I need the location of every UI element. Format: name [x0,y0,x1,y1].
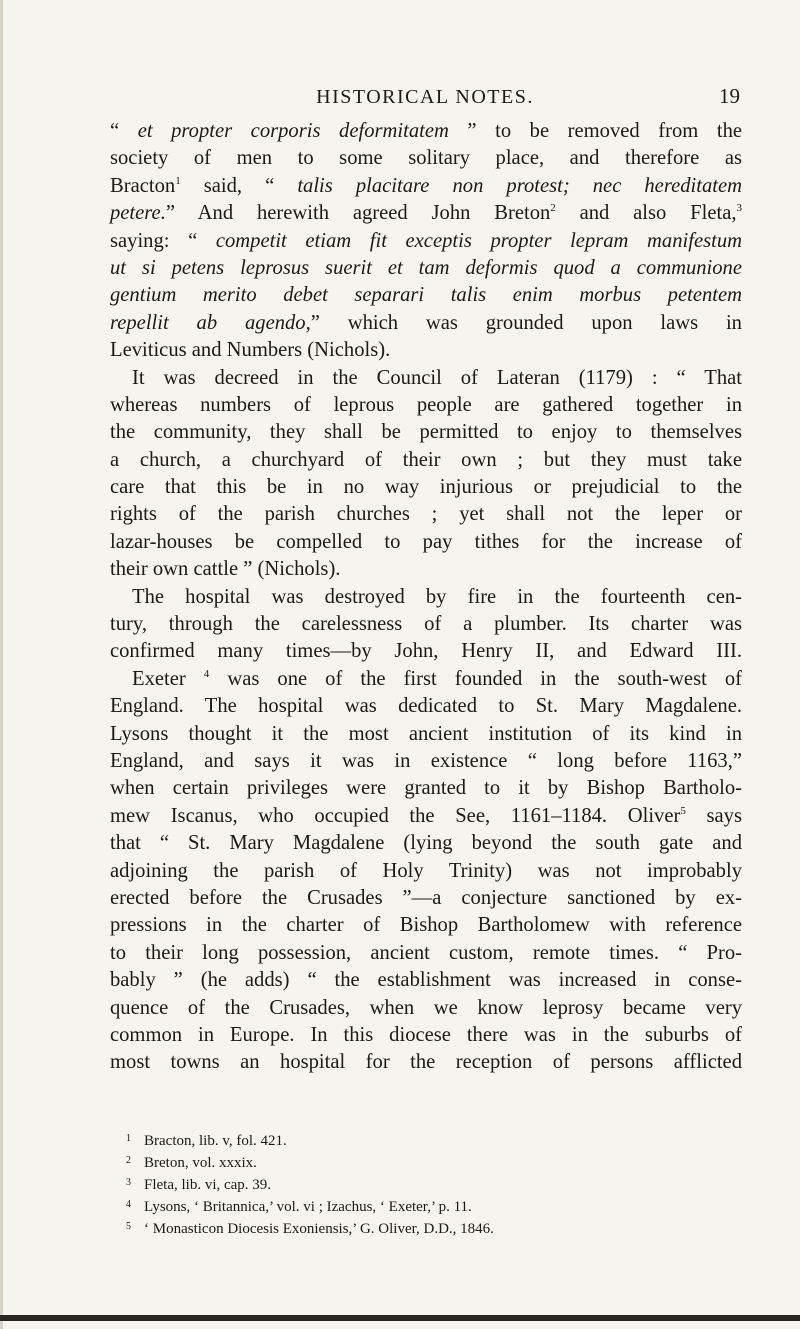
text-line: pressions in the charter of Bishop Bartholomew with reference [110,914,742,937]
footnote-ref: 4 [203,667,210,680]
footnote-mark: 4 [126,1199,131,1210]
footnote-ref: 3 [736,202,742,215]
page-edge [0,0,3,1329]
text-line: erected before the Crusades ”—a conjecture sanctioned by ex- [110,886,742,909]
text-line: bably ” (he adds) “ the establishment was increased in conse- [110,969,742,992]
footnote-text: Breton, vol. xxxix. [144,1155,257,1171]
page-number: 19 [719,84,740,108]
text-line: England, and says it was in existence “ long before 1163,” [110,749,742,772]
text-line: to their long possession, ancient custom, remote times. “ Pro- [110,941,742,964]
footnote-mark: 1 [126,1133,131,1144]
text-line: confirmed many times—by John, Henry II, and Edward III. [110,640,742,663]
footnote-text: ‘ Monasticon Diocesis Exoniensis,’ G. Oliver, D.D., 1846. [144,1221,494,1237]
footnote-ref: 2 [550,202,556,215]
running-title: HISTORICAL NOTES. [316,86,534,108]
text-line: mew Iscanus, who occupied the See, 1161–1184. Oliver$^5$ says [110,804,742,827]
footnote-mark: 3 [126,1177,131,1188]
text-line: Lysons thought it the most ancient institution of its kind in [110,722,742,745]
footnote-ref: 1 [175,174,181,187]
text-line: saying: “ competit etiam fit exceptis propter lepram manifestum [110,229,742,252]
footnote-text: Lysons, ‘ Britannica,’ vol. vi ; Izachus, ‘ Exeter,’ p. 11. [144,1199,472,1215]
bottom-rule [0,1315,800,1321]
text-line: “ et propter corporis deformitatem ” to be removed from the [110,120,743,142]
footnotes [126,1129,746,1239]
text-line: most towns an hospital for the reception of persons afflicted [110,1051,742,1074]
text-line: gentium merito debet separari talis enim morbus petentem [110,284,742,307]
text-line: that “ St. Mary Magdalene (lying beyond the south gate and [110,832,742,855]
footnote [126,1195,746,1217]
text-line: adjoining the parish of Holy Trinity) was not improbably [110,859,742,882]
footnote [126,1129,746,1151]
footnote-text: Bracton, lib. v, fol. 421. [144,1133,287,1149]
text-line: petere.” And herewith agreed John Breton$^2$ and also Fleta,$^3$ [110,202,742,225]
text-line: common in Europe. In this diocese there was in the suburbs of [110,1023,742,1046]
text-line: Leviticus and Numbers (Nichols). [110,339,391,362]
text-line: It was decreed in the Council of Lateran (1179) : “ That [132,366,742,389]
text-line: The hospital was destroyed by fire in the fourteenth cen- [132,585,742,608]
text-line: their own cattle ” (Nichols). [110,558,341,581]
text-line: rights of the parish churches ; yet shall not the leper or [110,503,742,526]
footnote-text: Fleta, lib. vi, cap. 39. [144,1177,272,1193]
footnote [126,1151,746,1173]
text-line: society of men to some solitary place, and therefore as [110,147,742,170]
text-line: ut si petens leprosus suerit et tam deformis quod a communione [110,256,742,279]
footnote-ref: 5 [680,804,686,817]
text-line: lazar-houses be compelled to pay tithes for the increase of [110,530,742,553]
text-line: quence of the Crusades, when we know leprosy became very [110,996,742,1019]
body-text [110,118,742,1077]
footnote-mark: 2 [126,1155,131,1166]
text-line: Bracton$^1$ said, “ talis placitare non protest; nec hereditatem [110,174,742,197]
footnote-mark: 5 [126,1221,131,1232]
running-head [110,86,740,116]
text-line: care that this be in no way injurious or prejudicial to the [110,476,742,499]
footnote [126,1217,746,1239]
text-line: repellit ab agendo,” which was grounded upon laws in [110,311,742,334]
text-line: when certain privileges were granted to it by Bishop Bartholo- [110,777,742,800]
text-line: England. The hospital was dedicated to St. Mary Magdalene. [110,695,742,718]
text-line: whereas numbers of leprous people are gathered together in [110,393,742,416]
footnote [126,1173,746,1195]
text-line: Exeter $^4$ was one of the first founded in the south-west of [132,667,742,690]
text-line: a church, a churchyard of their own ; but they must take [110,448,742,471]
text-line: tury, through the carelessness of a plumber. Its charter was [110,613,742,636]
text-line: the community, they shall be permitted to enjoy to themselves [110,421,742,444]
